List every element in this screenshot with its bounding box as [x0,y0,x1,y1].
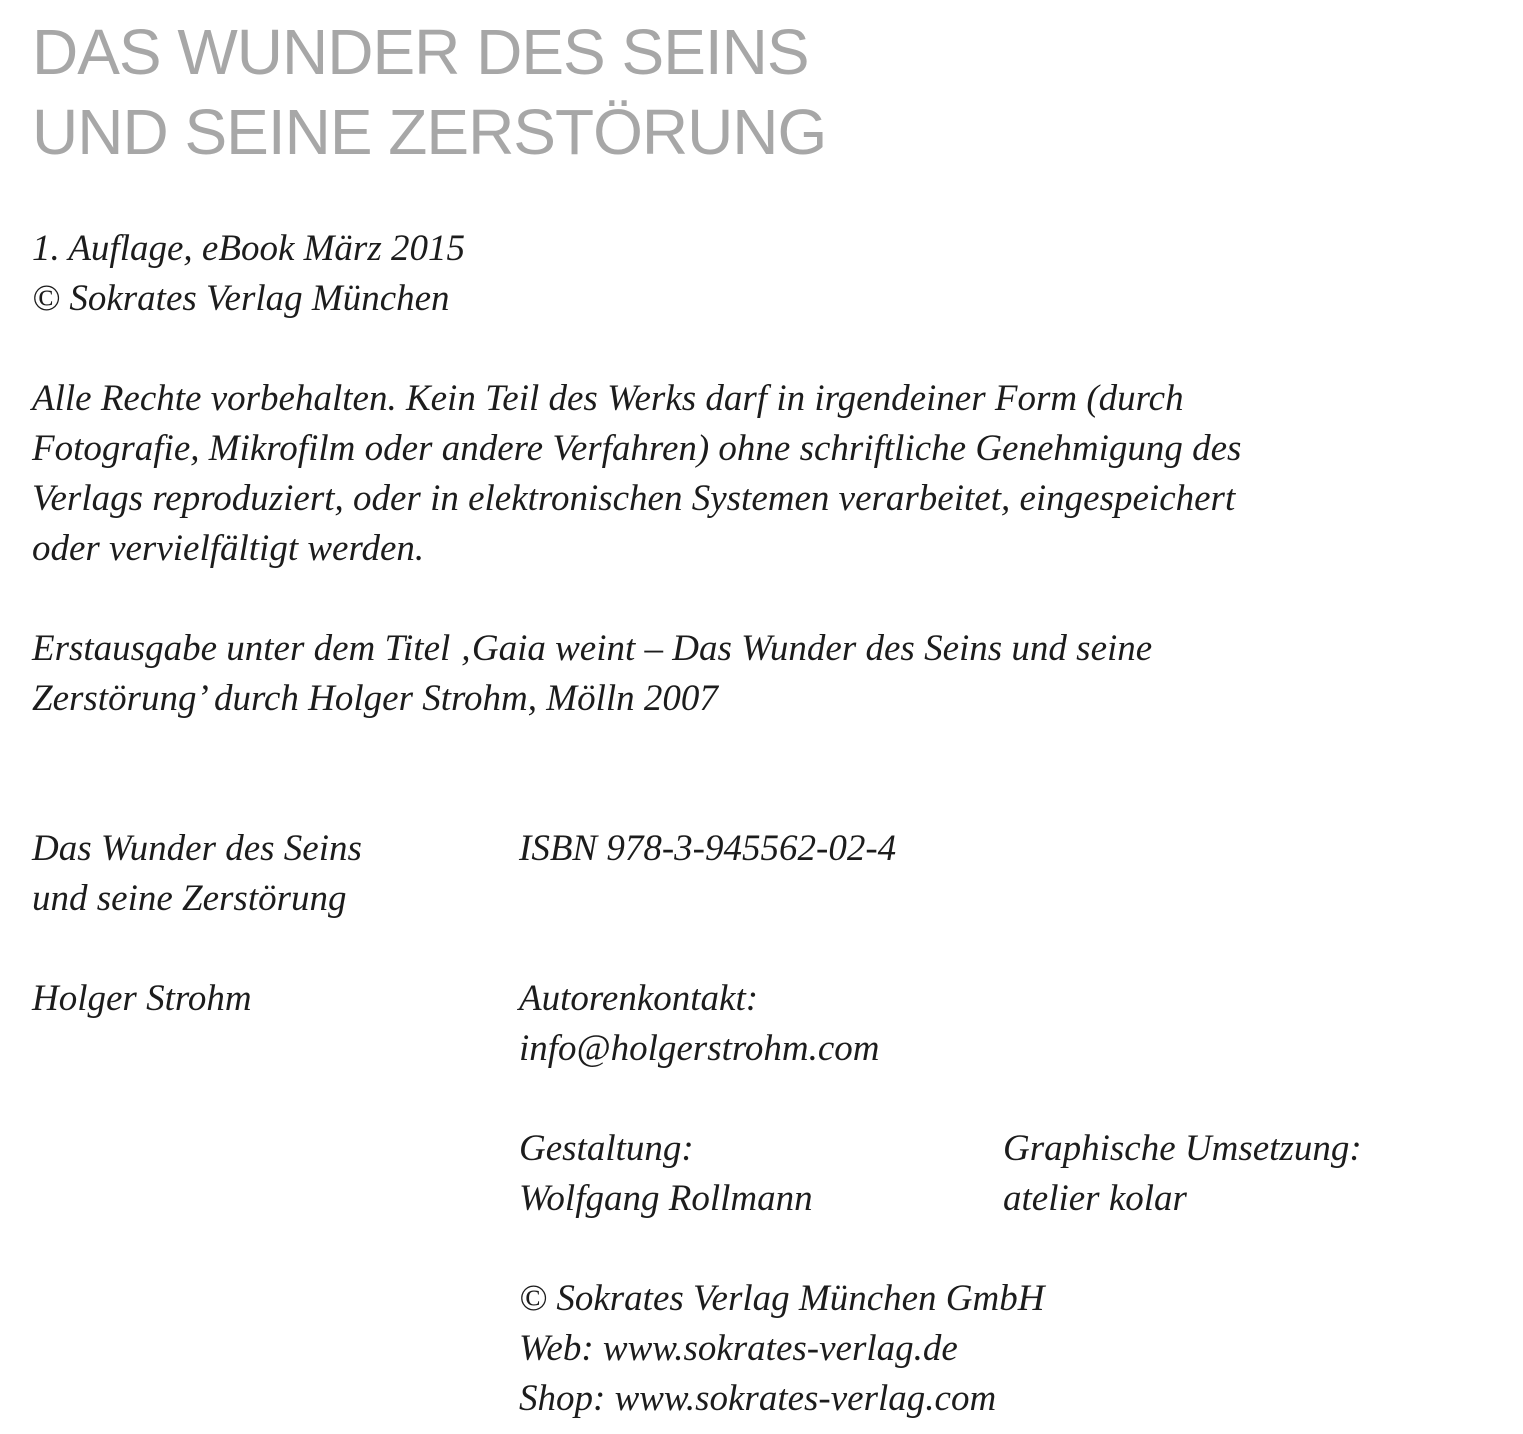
graphics-label: Graphische Umsetzung: [1003,1128,1362,1169]
rights-line-2: Fotografie, Mikrofilm oder andere Verfahren) ohne schriftliche Genehmigung des [32,428,1242,469]
book-title-line-2: und seine Zerstörung [32,878,347,919]
rights-line-4: oder vervielfältigt werden. [32,528,425,569]
book-title-line-1: Das Wunder des Seins [32,828,362,869]
first-edition-line-1: Erstausgabe unter dem Titel ‚Gaia weint – Das Wunder des Seins und seine [32,628,1153,669]
copyright-line: © Sokrates Verlag München [32,278,450,319]
page-title-line-1: DAS WUNDER DES SEINS [32,16,809,88]
edition-line: 1. Auflage, eBook März 2015 [32,228,465,269]
first-edition-line-2: Zerstörung’ durch Holger Strohm, Mölln 2007 [32,678,718,719]
rights-line-1: Alle Rechte vorbehalten. Kein Teil des Werks darf in irgendeiner Form (durch [32,378,1184,419]
designer-name: Wolfgang Rollmann [519,1178,813,1219]
isbn: ISBN 978-3-945562-02-4 [519,828,897,869]
publisher-web: Web: www.sokrates-verlag.de [519,1328,958,1369]
author-name: Holger Strohm [32,978,252,1019]
author-email: info@holgerstrohm.com [519,1028,880,1069]
publisher-shop: Shop: www.sokrates-verlag.com [519,1378,997,1419]
page-title-line-2: UND SEINE ZERSTÖRUNG [32,96,827,168]
graphics-name: atelier kolar [1003,1178,1187,1219]
publisher-copyright: © Sokrates Verlag München GmbH [519,1278,1045,1319]
design-label: Gestaltung: [519,1128,694,1169]
author-contact-label: Autorenkontakt: [519,978,759,1019]
rights-line-3: Verlags reproduziert, oder in elektronischen Systemen verarbeitet, eingespeichert [32,478,1236,519]
